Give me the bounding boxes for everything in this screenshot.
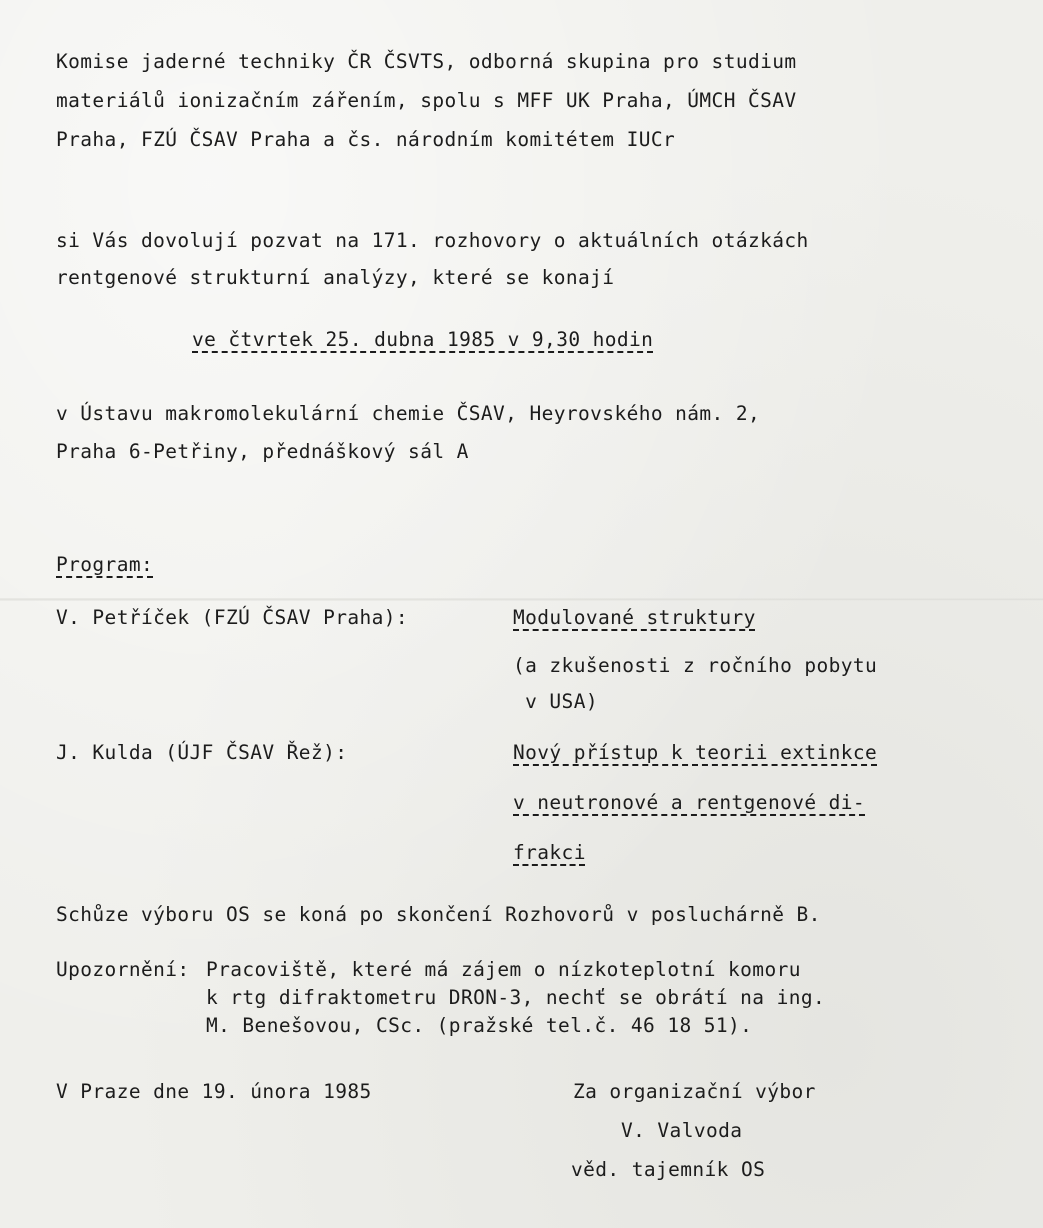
notice-label: Upozornění:	[56, 958, 190, 981]
invitation-line-2: rentgenové strukturní analýzy, které se konají	[56, 266, 615, 289]
header-line-2: materiálů ionizačním zářením, spolu s MFF UK Praha, ÚMCH ČSAV	[56, 89, 797, 112]
signatory-role: věd. tajemník OS	[571, 1158, 766, 1181]
talk-2-title-line-3: frakci	[513, 841, 586, 864]
program-heading: Program:	[56, 553, 154, 576]
talk-1-note-line-2: v USA)	[513, 690, 598, 713]
place-and-date: V Praze dne 19. února 1985	[56, 1080, 372, 1103]
notice-line-2: k rtg difraktometru DRON-3, nechť se obrátí na ing.	[206, 986, 826, 1009]
committee-meeting-note: Schůze výboru OS se koná po skončení Rozhovorů v posluchárně B.	[56, 903, 821, 926]
notice-line-3: M. Benešovou, CSc. (pražské tel.č. 46 18 51).	[206, 1014, 753, 1037]
header-line-3: Praha, FZÚ ČSAV Praha a čs. národním komitétem IUCr	[56, 128, 676, 151]
header-line-1: Komise jaderné techniky ČR ČSVTS, odborná skupina pro studium	[56, 50, 797, 73]
notice-line-1: Pracoviště, které má zájem o nízkoteplotní komoru	[206, 958, 801, 981]
signatory-name: V. Valvoda	[621, 1119, 743, 1142]
talk-2-title-line-1: Nový přístup k teorii extinkce	[513, 741, 878, 764]
venue-line-2: Praha 6-Petřiny, přednáškový sál A	[56, 440, 469, 463]
paper-fold	[0, 598, 1043, 601]
talk-2-speaker: J. Kulda (ÚJF ČSAV Řež):	[56, 741, 348, 764]
invitation-line-1: si Vás dovolují pozvat na 171. rozhovory o aktuálních otázkách	[56, 229, 809, 252]
talk-1-speaker: V. Petříček (FZÚ ČSAV Praha):	[56, 606, 409, 629]
talk-1-title: Modulované struktury	[513, 606, 756, 629]
venue-line-1: v Ústavu makromolekulární chemie ČSAV, Heyrovského nám. 2,	[56, 402, 761, 425]
talk-1-note-line-1: (a zkušenosti z ročního pobytu	[513, 654, 878, 677]
event-date: ve čtvrtek 25. dubna 1985 v 9,30 hodin	[192, 328, 654, 351]
organizing-committee: Za organizační výbor	[573, 1080, 816, 1103]
talk-2-title-line-2: v neutronové a rentgenové di-	[513, 791, 866, 814]
